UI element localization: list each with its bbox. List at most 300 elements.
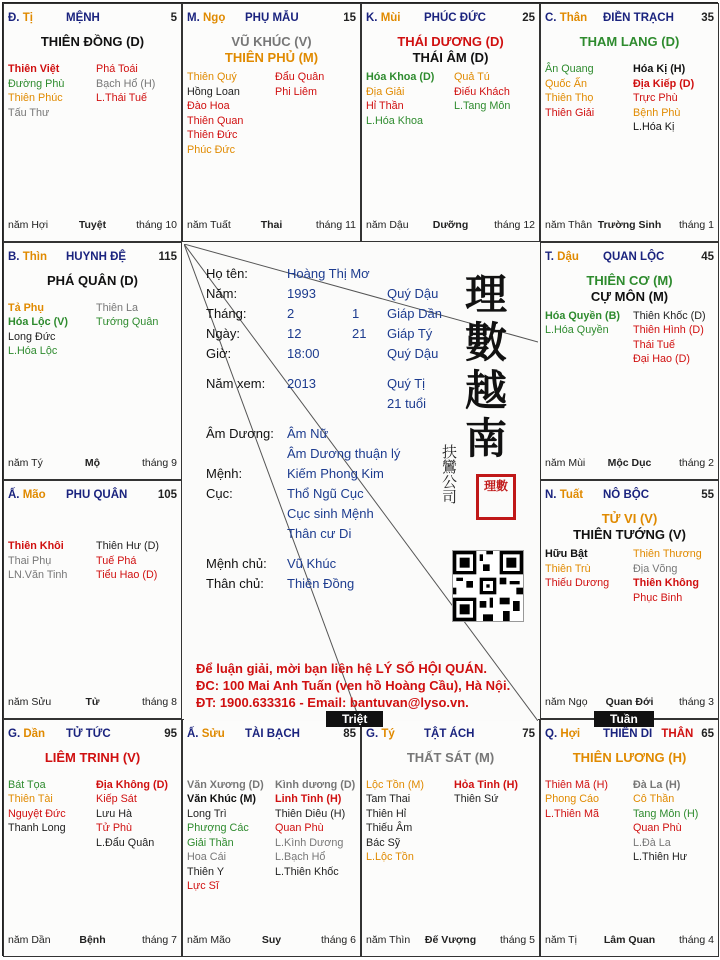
minor-star: Địa Kiếp (D) [633,77,695,90]
palace-month: tháng 10 [136,218,177,231]
palace-stage: Mộ [84,457,101,469]
minor-star: Văn Khúc (M) [187,793,256,805]
palace-stem: Đ. [8,12,20,24]
palace-branch-label: Tý [381,727,395,740]
info-label: Mệnh chủ: [206,555,267,571]
palace-name: ĐIỀN TRẠCH [603,12,674,24]
palace-header [545,251,714,267]
star-column-right [96,539,159,583]
minor-star: Hoa Cái [187,851,227,863]
palace-header [8,728,177,744]
palace-branch-label: Thân [559,12,588,24]
minor-star: Thiên Không [633,577,699,589]
palace-stage: Lâm Quan [603,934,656,946]
palace-name: QUAN LỘC [603,250,665,263]
minor-star: Long Trì [187,807,227,820]
info-label: Thân chủ: [206,575,264,591]
palace-branch [545,12,587,24]
minor-star: Thiên Phúc [8,92,63,104]
minor-star: Hữu Bật [545,548,588,560]
main-star: THAM LANG (D) [579,34,680,49]
palace-number: 15 [343,12,356,24]
minor-star: L.Tang Môn [454,100,511,112]
minor-star: Thiên Hỉ [366,807,407,820]
triet-marker: Triệt [326,711,383,727]
minor-star: Địa Giải [366,85,405,98]
palace-footer [187,219,356,233]
minor-star: Đường Phù [8,77,65,90]
star-column-right [454,778,518,807]
info-label: Mệnh: [206,465,243,481]
palace-header [366,12,535,28]
palace-footer [8,696,177,710]
palace-stem: G. [8,727,21,740]
minor-star: Thiếu Âm [366,822,413,834]
main-star: THÁI ÂM (D) [412,50,489,65]
info-value: 2013 [287,375,316,391]
minor-star: Thiên Mã (H) [545,778,608,791]
palace-branch [8,251,47,263]
minor-star: Đào Hoa [187,100,230,112]
palace-cell[interactable] [361,719,540,958]
info-label: Họ tên: [206,265,248,281]
palace-stage: Mộc Dục [607,457,652,469]
minor-star: Thiên Thọ [545,92,594,104]
minor-star: Thiên Khốc (D) [633,309,706,322]
minor-star: L.Thiên Mã [545,807,600,820]
minor-star: Thiên Sứ [454,793,499,805]
minor-star: Tang Môn (H) [633,807,699,820]
star-column-right [633,62,694,135]
minor-star: Bát Tọa [8,778,46,791]
palace-stem: C. [545,12,557,24]
palace-name: PHU QUÂN [66,489,128,501]
star-column-left [545,309,620,338]
star-column-left [545,547,609,591]
info-value: Cục sinh Mệnh [287,505,374,521]
star-column-left [8,62,64,120]
minor-star: Phúc Đức [187,143,236,156]
minor-star: Thiên Hư (D) [96,540,160,552]
star-column-right [454,70,510,114]
star-column-left [187,70,243,157]
palace-stem: B. [8,250,20,263]
main-star: THIÊN ĐỒNG (D) [40,34,145,49]
minor-star: Kiếp Sát [96,793,137,805]
palace-cell[interactable] [3,3,182,242]
palace-month: tháng 11 [315,218,356,231]
main-star: THẤT SÁT (M) [406,749,495,765]
minor-star: L.Hóa Lộc [8,345,58,357]
palace-header [8,12,177,28]
minor-star: Điếu Khách [454,85,510,98]
minor-star: Thiên Trù [545,562,591,575]
minor-star: Thiên La [96,301,139,314]
than-marker: THÂN [661,727,694,740]
minor-star: Tuế Phá [96,554,137,567]
minor-star: L.Đà La [633,836,671,849]
star-column-left [366,70,434,128]
info-value-canchi: Giáp Tý [387,325,433,341]
minor-star: Cô Thần [633,793,675,805]
palace-name: PHÚC ĐỨC [424,12,486,24]
palace-branch-label: Thìn [22,250,47,263]
main-star: TỬ VI (V) [601,511,658,526]
minor-star: L.Hóa Kị [633,121,675,133]
minor-star: Thiên Quý [187,71,237,83]
info-value-canchi: Quý Dậu [387,285,439,301]
info-value-canchi: Giáp Dần [387,305,442,321]
minor-star: Lưu Hà [96,807,133,820]
minor-star: Quốc Ấn [545,77,588,90]
main-star: PHÁ QUÂN (D) [47,272,138,288]
info-value-canchi: Quý Dậu [387,345,439,361]
palace-year: năm Thân [545,218,593,231]
palace-cell[interactable] [182,3,361,242]
palace-branch [545,489,583,501]
palace-stem: K. [366,12,378,24]
palace-footer [545,219,714,233]
minor-star: Hồng Loan [187,85,240,98]
star-column-left [545,778,608,822]
star-column-right [96,778,168,851]
info-value: Thân cư Di [287,525,352,541]
contact-line-1: Để luận giải, mời bạn liên hệ LÝ SỐ HỘI QUÁN. [196,660,487,676]
star-column-left [8,778,66,836]
palace-number: 45 [701,250,714,263]
palace-cell[interactable] [182,719,361,958]
minor-star: LN.Văn Tinh [8,569,68,581]
palace-header [8,489,177,505]
minor-star: L.Thiên Hư [633,851,688,863]
palace-number: 65 [701,727,714,740]
minor-star: Phục Binh [633,591,683,604]
minor-star: Hỉ Thần [366,100,404,112]
palace-name: NÔ BỘC [603,489,649,501]
minor-star: Hỏa Tinh (H) [454,778,518,791]
info-label: Ngày: [206,325,240,341]
minor-star: Lộc Tồn (M) [366,778,425,791]
minor-star: Phi Liêm [275,85,318,98]
info-label: Năm: [206,285,238,301]
info-value: 2 [287,305,295,321]
minor-star: Trực Phù [633,92,678,104]
palace-stem: Ấ. [187,727,199,740]
palace-header [187,728,356,744]
palace-cell[interactable] [3,719,182,958]
minor-star: Ân Quang [545,63,594,75]
minor-star: Địa Không (D) [96,778,168,791]
palace-branch [187,728,225,740]
minor-star: L.Kình Dương [275,836,344,849]
palace-cell[interactable] [361,3,540,242]
minor-star: Lực Sĩ [187,880,219,892]
palace-year: năm Tị [545,934,577,946]
main-star: THIÊN CƠ (M) [586,272,673,288]
minor-star: Văn Xương (D) [187,778,264,791]
palace-name: HUYNH ĐỆ [66,250,127,263]
palace-footer [8,457,177,471]
palace-footer [187,934,356,948]
info-label: Năm xem: [206,375,266,391]
minor-star: Hóa Kị (H) [633,63,686,75]
tuvi-chart-board [2,2,718,956]
palace-branch-label: Tị [22,12,33,24]
palace-month: tháng 12 [494,218,535,231]
main-star: THIÊN TƯỚNG (V) [573,527,686,542]
minor-star: Bệnh Phù [633,106,681,119]
main-star: VŨ KHÚC (V) [231,34,312,49]
minor-star: L.Đẩu Quân [96,836,155,849]
minor-star: Thiên Y [187,865,225,878]
minor-star: Hóa Khoa (D) [366,71,435,83]
star-column-left [545,62,594,120]
palace-name: TẬT ÁCH [424,727,475,740]
palace-footer [366,219,535,233]
palace-branch-label: Dần [23,727,46,740]
minor-star: Đại Hao (D) [633,353,690,365]
info-value: 18:00 [287,345,320,361]
minor-star: Hóa Lộc (V) [8,316,68,328]
palace-number: 85 [343,727,356,740]
palace-branch [366,12,401,24]
palace-month: tháng 7 [141,934,177,946]
palace-name: MỆNH [66,12,100,24]
palace-stage: Suy [261,934,282,946]
star-column-right [633,547,702,605]
minor-star: Thiên Hình (D) [633,324,704,336]
palace-year: năm Mùi [545,457,586,469]
palace-cell[interactable] [3,242,182,481]
star-column-right [275,70,324,99]
info-value-lunar: 21 [352,325,367,341]
palace-stem: T. [545,250,554,263]
minor-star: Thiếu Dương [545,577,610,589]
minor-star: Thiên Tài [8,793,53,805]
minor-star: Tiểu Hao (D) [96,569,158,581]
tuan-marker: Tuần [594,711,654,727]
palace-name: PHỤ MẪU [245,12,299,24]
info-value: Vũ Khúc [287,555,337,571]
minor-star: Thiên Quan [187,114,244,127]
minor-star: L.Hóa Quyền [545,324,609,336]
minor-star: Thai Phụ [8,554,52,567]
palace-stage: Tử [85,695,100,708]
palace-header [545,728,714,744]
minor-star: Tướng Quân [96,316,159,328]
palace-year: năm Ngọ [545,695,588,708]
minor-star: Thiên Khôi [8,540,64,552]
palace-branch-label: Mão [22,489,46,501]
main-star: THIÊN LƯƠNG (H) [572,749,687,765]
palace-stage: Trường Sinh [597,218,662,231]
palace-header [8,251,177,267]
minor-star: L.Bạch Hổ [275,851,326,863]
minor-star: Linh Tinh (H) [275,793,342,805]
palace-year: năm Tý [8,457,43,469]
minor-star: L.Thái Tuế [96,92,148,104]
star-column-right [633,778,698,865]
palace-branch-label: Hợi [560,727,581,740]
minor-star: L.Thiên Khốc [275,865,339,878]
palace-header [366,728,535,744]
chart-center-info [184,244,538,721]
minor-star: Bạch Hổ (H) [96,77,156,90]
info-label: Giờ: [206,345,232,361]
palace-stage: Bệnh [79,934,106,946]
palace-branch [187,12,225,24]
qr-code-icon[interactable] [452,550,524,622]
minor-star: Hóa Quyền (B) [545,309,620,322]
palace-number: 35 [701,12,714,24]
palace-stage: Đế Vượng [424,934,477,946]
palace-footer [545,934,714,948]
main-star: THÁI DƯƠNG (D) [397,34,504,49]
palace-footer [545,696,714,710]
palace-name: TỬ TỨC [66,727,111,740]
palace-year: năm Dần [8,934,51,946]
info-label: Âm Dương: [206,425,274,441]
main-star: THIÊN PHỦ (M) [224,50,319,65]
calligraphy-subtitle: 扶鸞公司 [440,443,458,504]
info-value: 1993 [287,285,316,301]
palace-cell[interactable] [3,480,182,719]
palace-branch [8,728,45,740]
palace-header [545,489,714,505]
info-label: Tháng: [206,305,247,321]
palace-cell[interactable] [540,480,719,719]
palace-branch-label: Mùi [380,12,401,24]
palace-year: năm Tuất [187,218,231,231]
palace-year: năm Thìn [366,934,411,946]
palace-branch [545,728,580,740]
minor-star: Phá Toái [96,63,138,75]
minor-star: Tấu Thư [8,106,50,119]
palace-footer [8,934,177,948]
palace-stem: M. [187,12,200,24]
palace-number: 55 [701,489,714,501]
palace-stem: Q. [545,727,558,740]
star-column-left [366,778,424,865]
info-value: 12 [287,325,302,341]
minor-star: Giải Thần [187,836,234,849]
minor-star: Thiên Giải [545,106,595,119]
info-value: Âm Dương thuận lý [287,445,401,461]
palace-branch [8,489,46,501]
info-value: Âm Nữ [287,425,329,441]
contact-line-2: ĐC: 100 Mai Anh Tuấn (ven hồ Hoàng Cầu), Hà Nội. [196,677,511,693]
palace-year: năm Sửu [8,695,52,708]
minor-star: Thiên Việt [8,63,60,75]
palace-branch-label: Sửu [201,727,225,740]
palace-cell[interactable] [540,3,719,242]
palace-number: 95 [164,727,177,740]
minor-star: L.Hóa Khoa [366,114,424,127]
red-seal-stamp: 理數 [476,474,516,520]
info-value-canchi: Quý Tị [387,375,426,391]
minor-star: Nguyệt Đức [8,807,66,820]
calligraphy-logo: 理數越南 [459,271,508,464]
minor-star: Quan Phù [275,822,324,834]
palace-month: tháng 4 [678,934,714,946]
minor-star: Thanh Long [8,822,66,834]
palace-branch-label: Ngọ [202,12,226,24]
minor-star: Thiên Đức [187,129,238,141]
minor-star: Bác Sỹ [366,836,401,849]
info-value-lunar: 1 [352,305,360,321]
palace-month: tháng 8 [141,695,177,708]
minor-star: Tam Thai [366,793,411,805]
palace-footer [545,457,714,471]
star-column-right [96,62,155,106]
palace-number: 75 [522,727,535,740]
palace-stem: Ấ. [8,489,20,501]
info-value-canchi: 21 tuổi [387,395,427,411]
star-column-left [8,301,68,359]
main-star: LIÊM TRINH (V) [44,749,141,765]
contact-line-3: ĐT: 1900.633316 - Email: bantuvan@lyso.vn. [196,694,469,710]
star-column-left [187,778,264,894]
minor-star: Tả Phụ [8,301,44,314]
palace-cell[interactable] [540,719,719,958]
palace-number: 105 [157,489,177,501]
info-value: Thổ Ngũ Cục [287,485,364,501]
minor-star: Thái Tuế [633,338,676,351]
palace-cell[interactable] [540,242,719,481]
minor-star: Quan Phù [633,822,682,834]
palace-header [187,12,356,28]
palace-number: 25 [522,12,535,24]
minor-star: Phượng Các [187,822,249,834]
palace-branch [545,251,579,263]
star-column-right [633,309,706,367]
palace-stage: Quan Đới [605,695,654,708]
palace-branch-label: Dậu [557,250,579,263]
palace-year: năm Hợi [8,218,49,231]
palace-stage: Dưỡng [432,218,469,231]
main-star: CỰ MÔN (M) [590,288,669,304]
palace-month: tháng 1 [678,218,714,231]
star-column-left [8,539,67,583]
palace-month: tháng 6 [320,934,356,946]
palace-branch [8,12,33,24]
palace-number: 115 [158,250,177,263]
minor-star: Thiên Thương [633,548,702,560]
info-label: Cục: [206,485,233,501]
palace-year: năm Dậu [366,218,409,231]
palace-stage: Tuyệt [78,218,107,231]
minor-star: Quả Tú [454,71,490,83]
palace-header [545,12,714,28]
minor-star: L.Lộc Tồn [366,851,414,863]
minor-star: Kình dương (D) [275,778,356,791]
minor-star: Địa Võng [633,562,678,575]
palace-month: tháng 5 [499,934,535,946]
info-value: Hoàng Thị Mơ [287,265,370,281]
info-value: Kiếm Phong Kim [287,465,384,481]
palace-footer [8,219,177,233]
palace-stem: G. [366,727,379,740]
info-value: Thiên Đồng [287,575,355,591]
palace-name: THIÊN DI THÂN [603,727,694,740]
palace-stem: N. [545,489,557,501]
palace-branch-label: Tuất [559,489,584,501]
minor-star: Thiên Diêu (H) [275,807,346,820]
palace-month: tháng 2 [678,457,714,469]
palace-stage: Thai [260,218,283,231]
palace-branch [366,728,395,740]
minor-star: Long Đức [8,330,56,343]
